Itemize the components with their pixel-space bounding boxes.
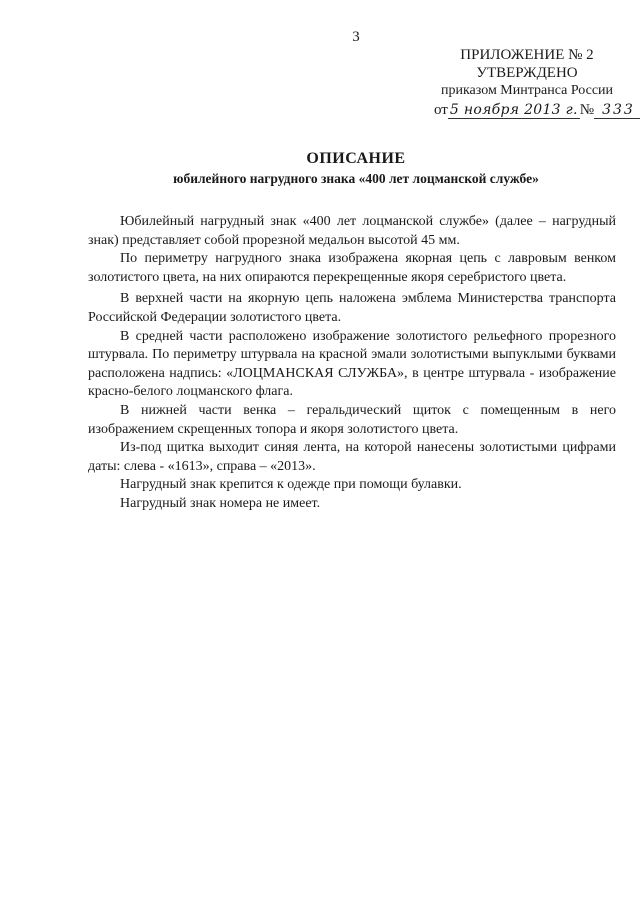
document-subtitle: юбилейного нагрудного знака «400 лет лоцманской службе»: [173, 171, 539, 186]
paragraph: Нагрудный знак номера не имеет.: [120, 495, 321, 511]
appendix-label: ПРИЛОЖЕНИЕ № 2: [460, 47, 594, 63]
number-prefix: №: [579, 102, 595, 118]
document-body: [88, 213, 616, 514]
approval-block: [432, 46, 635, 119]
paragraph: По периметру нагрудного знака изображена якорная цепь с лавровым венком золотистого цвета, на них опираются перекрещенные якоря серебристого цвета.: [88, 251, 616, 285]
page-number: 3: [352, 29, 360, 45]
paragraph: В средней части расположено изображение золотистого рельефного прорезного штурвала. По периметру штурвала на красной эмали золотистыми выпуклыми буквами расположена надпись: «ЛОЦМАНСКАЯ СЛУЖБА», в центре штурвала - изображение красно-белого лоцманского флага.: [88, 328, 616, 400]
handwritten-date: 5 ноября 2013 г.: [449, 102, 578, 118]
paragraph: В верхней части на якорную цепь наложена эмблема Министерства транспорта Российской Федерации золотистого цвета.: [88, 291, 616, 325]
paragraph: В нижней части венка – геральдический щиток с помещенным в него изображением скрещенных топора и якоря золотистого цвета.: [88, 402, 616, 437]
order-reference: [434, 101, 635, 119]
approved-label: УТВЕРЖДЕНО: [476, 65, 578, 81]
order-issuer: приказом Минтранса России: [440, 83, 614, 98]
date-prefix: от: [434, 102, 448, 118]
paragraph: Нагрудный знак крепится к одежде при помощи булавки.: [120, 477, 462, 493]
handwritten-order-number: 333: [594, 102, 640, 119]
paragraph: Юбилейный нагрудный знак «400 лет лоцманской службе» (далее – нагрудный знак) представляет собой прорезной медальон высотой 45 мм.: [88, 214, 616, 248]
document-title: ОПИСАНИЕ: [306, 150, 406, 167]
paragraph: Из-под щитка выходит синяя лента, на которой нанесены золотистыми цифрами даты: слева - «1613», справа – «2013».: [88, 440, 616, 474]
